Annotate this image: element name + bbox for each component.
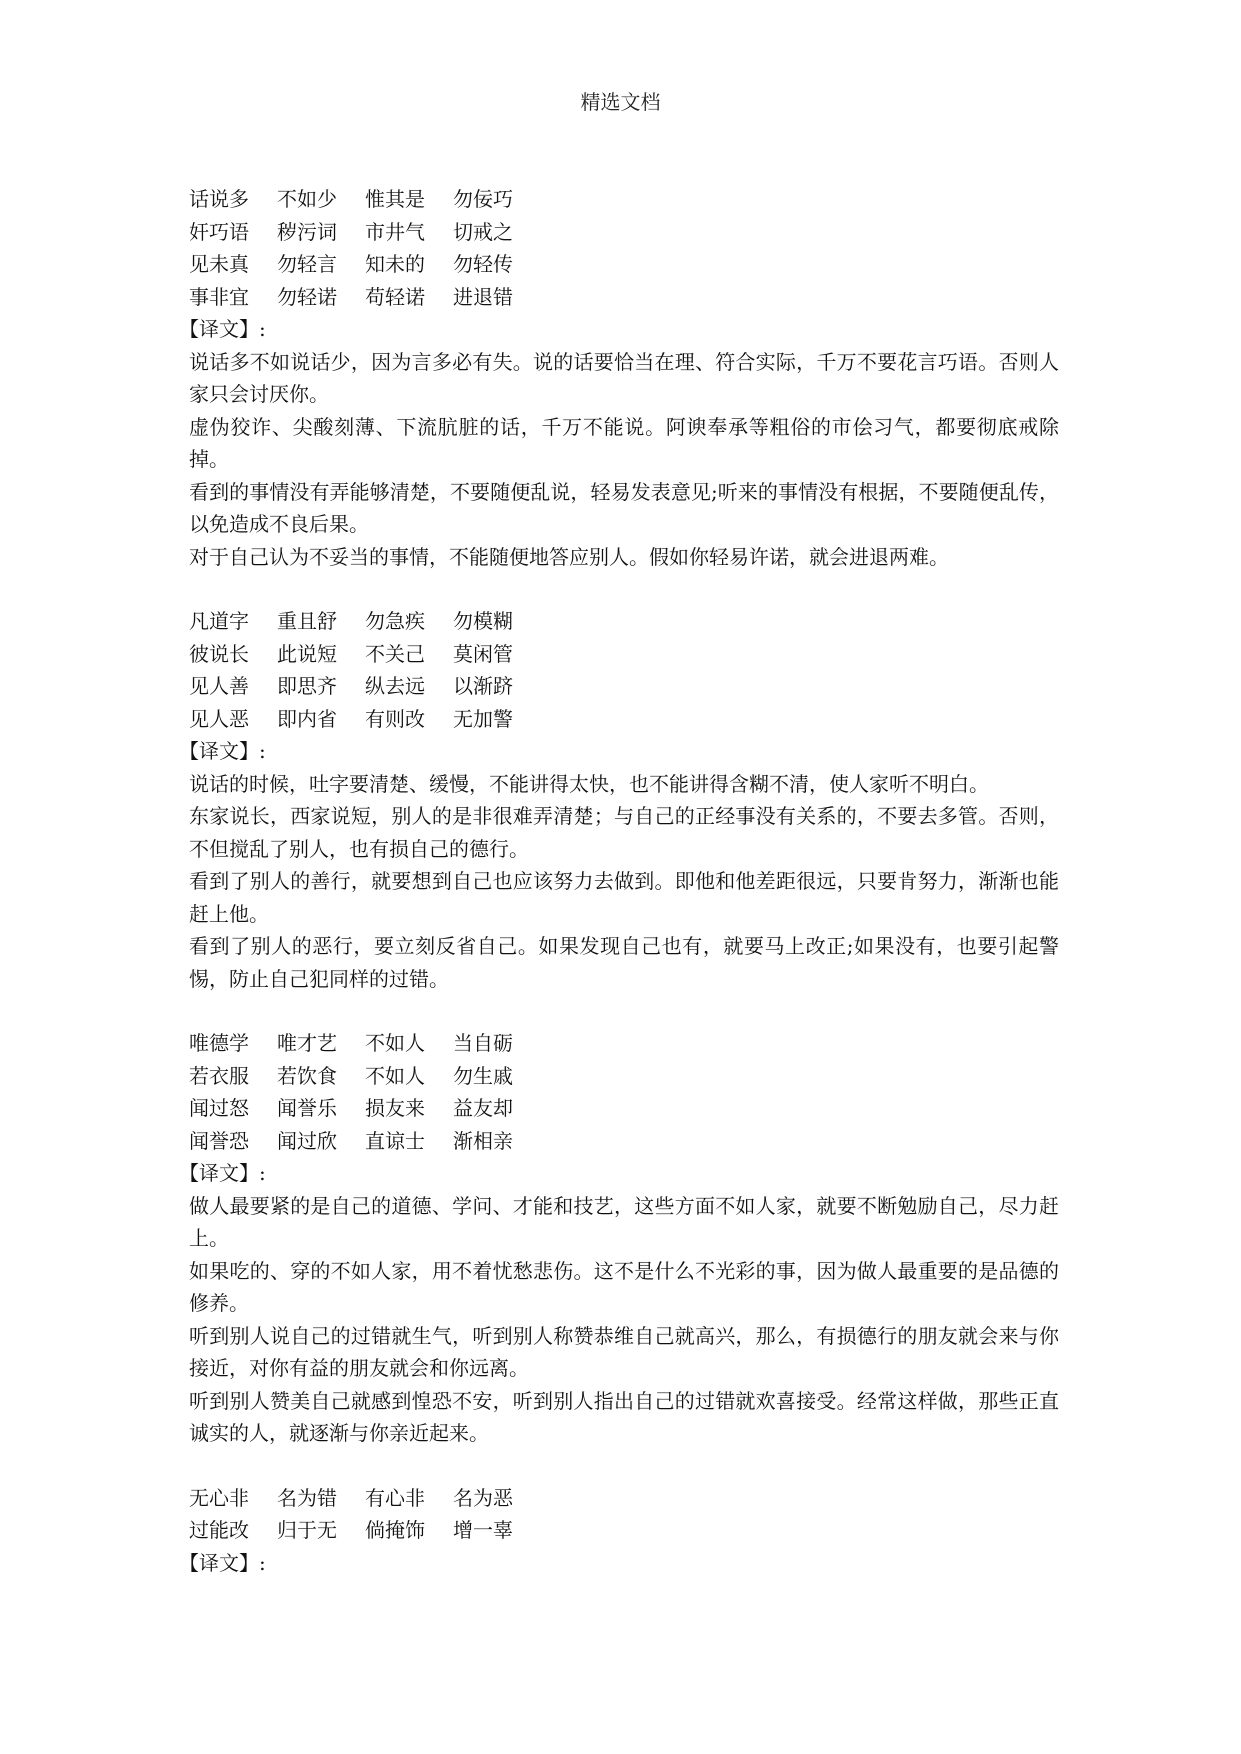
verse-line <box>189 638 1059 671</box>
text-section <box>179 183 1059 573</box>
verse-phrase: 渐相亲 <box>453 1128 513 1153</box>
translation-paragraph: 听到别人赞美自己就感到惶恐不安，听到别人指出自己的过错就欢喜接受。经常这样做，那些正直诚实的人，就逐渐与你亲近起来。 <box>189 1388 1059 1445</box>
verse-phrase: 闻誉乐 <box>277 1096 337 1120</box>
verse-phrase: 苟轻诺 <box>365 284 425 309</box>
verse-phrase: 无心非 <box>189 1485 249 1510</box>
verse-phrase: 不如人 <box>365 1063 425 1088</box>
verse-line <box>189 605 1059 638</box>
verse-phrase: 有则改 <box>365 706 425 731</box>
verse-phrase: 勿模糊 <box>453 609 513 633</box>
verse-phrase: 以渐跻 <box>453 674 513 698</box>
verse-phrase: 唯德学 <box>189 1031 249 1055</box>
verse-phrase: 勿轻传 <box>453 252 513 276</box>
verse-line <box>189 1482 1059 1515</box>
verse-phrase: 进退错 <box>453 284 513 309</box>
verse-phrase: 即内省 <box>277 706 337 731</box>
verse-phrase: 不关己 <box>365 641 425 666</box>
verse-phrase: 即思齐 <box>277 674 337 698</box>
verse-phrase: 勿轻诺 <box>277 284 337 309</box>
verse-phrase: 唯才艺 <box>277 1031 337 1055</box>
verse-phrase: 见未真 <box>189 252 249 276</box>
verse-line <box>189 216 1059 249</box>
translation-paragraph: 看到了别人的恶行，要立刻反省自己。如果发现自己也有，就要马上改正;如果没有，也要引起警惕，防止自己犯同样的过错。 <box>189 934 1059 991</box>
verse-phrase: 惟其是 <box>365 187 425 211</box>
translation-label: 【译文】: <box>179 1161 266 1185</box>
verse-phrase: 勿佞巧 <box>453 187 513 211</box>
verse-phrase: 无加警 <box>453 706 513 731</box>
translation-paragraph: 做人最要紧的是自己的道德、学问、才能和技艺，这些方面不如人家，就要不断勉励自己，尽力赶上。 <box>189 1193 1059 1250</box>
verse-line <box>189 703 1059 736</box>
verse-phrase: 不如少 <box>277 187 337 211</box>
verse-phrase: 名为恶 <box>453 1485 513 1510</box>
verse-phrase: 不如人 <box>365 1031 425 1055</box>
verse-phrase: 秽污词 <box>277 219 337 244</box>
verse-phrase: 话说多 <box>189 187 249 211</box>
verse-phrase: 事非宜 <box>189 284 249 309</box>
translation-paragraph: 如果吃的、穿的不如人家，用不着忧愁悲伤。这不是什么不光彩的事，因为做人最重要的是品德的修养。 <box>189 1258 1059 1315</box>
verse-phrase: 此说短 <box>277 641 337 666</box>
verse-phrase: 过能改 <box>189 1518 249 1542</box>
translation-paragraph: 听到别人说自己的过错就生气，听到别人称赞恭维自己就高兴，那么，有损德行的朋友就会来与你接近，对你有益的朋友就会和你远离。 <box>189 1323 1059 1380</box>
verse-phrase: 见人善 <box>189 674 249 698</box>
verse-line <box>189 1092 1059 1125</box>
translation-paragraph: 看到了别人的善行，就要想到自己也应该努力去做到。即他和他差距很远，只要肯努力，渐渐也能赶上他。 <box>189 869 1059 926</box>
verse-phrase: 闻过欣 <box>277 1128 337 1153</box>
translation-paragraph: 说话的时候，吐字要清楚、缓慢，不能讲得太快，也不能讲得含糊不清，使人家听不明白。 <box>189 771 989 796</box>
document-body <box>179 183 1059 1611</box>
verse-phrase: 切戒之 <box>453 219 513 244</box>
verse-phrase: 有心非 <box>365 1485 425 1510</box>
translation-label: 【译文】: <box>179 1550 266 1575</box>
verse-line <box>189 1125 1059 1158</box>
page-header: 精选文档 <box>580 90 661 114</box>
verse-phrase: 市井气 <box>365 219 425 244</box>
verse-line <box>189 1060 1059 1093</box>
verse-phrase: 损友来 <box>365 1096 425 1120</box>
verse-phrase: 若衣服 <box>189 1063 249 1088</box>
verse-line <box>189 281 1059 314</box>
verse-phrase: 当自砺 <box>453 1031 513 1055</box>
verse-phrase: 勿生戚 <box>453 1063 513 1088</box>
translation-paragraph: 虚伪狡诈、尖酸刻薄、下流肮脏的话，千万不能说。阿谀奉承等粗俗的市侩习气，都要彻底戒除掉。 <box>189 414 1059 471</box>
verse-phrase: 彼说长 <box>189 641 249 666</box>
text-section <box>179 1482 1059 1580</box>
translation-paragraph: 东家说长，西家说短，别人的是非很难弄清楚；与自己的正经事没有关系的，不要去多管。否则，不但搅乱了别人，也有损自己的德行。 <box>189 804 1059 861</box>
verse-phrase: 闻过怒 <box>189 1096 249 1120</box>
verse-line <box>189 248 1059 281</box>
translation-label: 【译文】: <box>179 317 266 341</box>
translation-paragraph: 对于自己认为不妥当的事情，不能随便地答应别人。假如你轻易许诺，就会进退两难。 <box>189 544 949 569</box>
verse-phrase: 勿轻言 <box>277 252 337 276</box>
verse-phrase: 凡道字 <box>189 609 249 633</box>
verse-phrase: 闻誉恐 <box>189 1128 249 1153</box>
verse-phrase: 知未的 <box>365 252 425 276</box>
verse-phrase: 归于无 <box>277 1518 337 1542</box>
verse-line <box>189 1027 1059 1060</box>
verse-phrase: 莫闲管 <box>453 641 513 666</box>
verse-phrase: 名为错 <box>277 1485 337 1510</box>
translation-paragraph: 看到的事情没有弄能够清楚，不要随便乱说，轻易发表意见;听来的事情没有根据，不要随便乱传，以免造成不良后果。 <box>189 479 1059 536</box>
verse-line <box>189 183 1059 216</box>
verse-phrase: 倘掩饰 <box>365 1518 425 1542</box>
text-section <box>179 605 1059 995</box>
verse-line <box>189 1514 1059 1547</box>
text-section <box>179 1027 1059 1450</box>
verse-phrase: 纵去远 <box>365 674 425 698</box>
verse-phrase: 若饮食 <box>277 1063 337 1088</box>
verse-phrase: 奸巧语 <box>189 219 249 244</box>
translation-label: 【译文】: <box>179 739 266 763</box>
verse-phrase: 增一辜 <box>453 1518 513 1542</box>
verse-line <box>189 670 1059 703</box>
verse-phrase: 重且舒 <box>277 609 337 633</box>
verse-phrase: 益友却 <box>453 1096 513 1120</box>
verse-phrase: 直谅士 <box>365 1128 425 1153</box>
translation-paragraph: 说话多不如说话少，因为言多必有失。说的话要恰当在理、符合实际，千万不要花言巧语。否则人家只会讨厌你。 <box>189 349 1059 406</box>
verse-phrase: 见人恶 <box>189 706 249 731</box>
verse-phrase: 勿急疾 <box>365 609 425 633</box>
